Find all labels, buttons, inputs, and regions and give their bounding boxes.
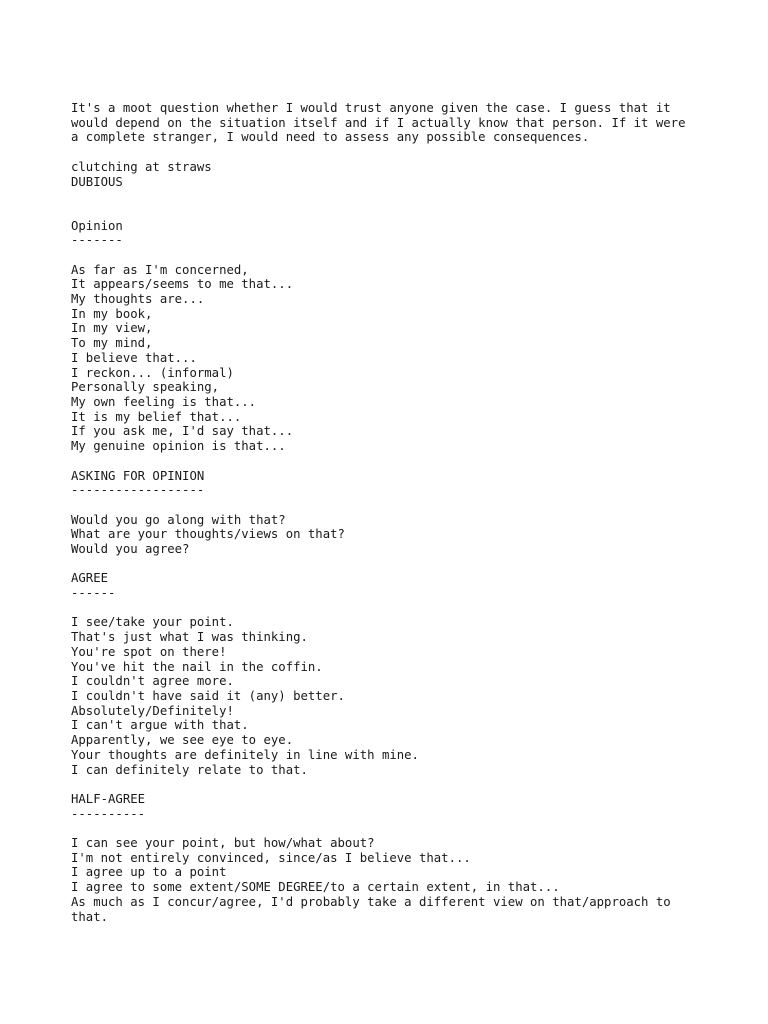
text-line: I reckon... (informal) bbox=[71, 365, 234, 380]
text-line: Your thoughts are definitely in line with mine. bbox=[71, 747, 419, 762]
text-line: My thoughts are... bbox=[71, 292, 205, 307]
text-line: I can't argue with that. bbox=[71, 718, 249, 733]
text-line: It's a moot question whether I would trust anyone given the case. I guess that it bbox=[71, 101, 671, 115]
blank-line bbox=[71, 557, 711, 572]
blank-line bbox=[71, 821, 711, 836]
text-line: I couldn't have said it (any) better. bbox=[71, 689, 345, 703]
text-line: I agree up to a point bbox=[71, 865, 227, 880]
text-line: To my mind, bbox=[71, 336, 153, 351]
blank-line bbox=[71, 145, 711, 160]
blank-line bbox=[71, 204, 711, 219]
text-line: Personally speaking, bbox=[71, 380, 220, 395]
text-line: As much as I concur/agree, I'd probably take a different view on that/approach to bbox=[71, 894, 671, 909]
text-line: ------------------ bbox=[71, 483, 205, 498]
text-line: would depend on the situation itself and if I actually know that person. If it were bbox=[71, 115, 686, 130]
blank-line bbox=[71, 454, 711, 469]
text-line: Apparently, we see eye to eye. bbox=[71, 733, 294, 748]
text-line: If you ask me, I'd say that... bbox=[71, 424, 294, 439]
text-line: Would you go along with that? bbox=[71, 512, 286, 527]
text-line: a complete stranger, I would need to assess any possible consequences. bbox=[71, 130, 590, 145]
text-line: In my book, bbox=[71, 306, 153, 321]
text-line: That's just what I was thinking. bbox=[71, 630, 308, 645]
text-line: that. bbox=[71, 909, 109, 924]
text-line: I can see your point, but how/what about? bbox=[71, 836, 375, 850]
text-line: You've hit the nail in the coffin. bbox=[71, 659, 323, 674]
text-line: I agree to some extent/SOME DEGREE/to a certain extent, in that... bbox=[71, 880, 560, 895]
document-page bbox=[71, 101, 711, 924]
text-line: My genuine opinion is that... bbox=[71, 439, 286, 454]
text-line: I can definitely relate to that. bbox=[71, 762, 308, 777]
text-line: ---------- bbox=[71, 806, 146, 821]
text-line: As far as I'm concerned, bbox=[71, 262, 249, 277]
blank-line bbox=[71, 189, 711, 204]
text-line: ASKING FOR OPINION bbox=[71, 468, 205, 483]
text-line: Absolutely/Definitely! bbox=[71, 703, 234, 718]
text-line: I believe that... bbox=[71, 350, 197, 365]
text-line: It appears/seems to me that... bbox=[71, 277, 294, 292]
text-line: AGREE bbox=[71, 571, 109, 586]
text-line: It is my belief that... bbox=[71, 409, 242, 424]
text-line: My own feeling is that... bbox=[71, 395, 257, 409]
text-line: In my view, bbox=[71, 321, 153, 336]
text-line: Would you agree? bbox=[71, 542, 190, 556]
text-line: DUBIOUS bbox=[71, 174, 123, 189]
text-line: ------ bbox=[71, 586, 116, 601]
blank-line bbox=[71, 498, 711, 513]
blank-line bbox=[71, 601, 711, 616]
text-line: I see/take your point. bbox=[71, 615, 234, 630]
text-line: I'm not entirely convinced, since/as I believe that... bbox=[71, 850, 471, 865]
text-line: Opinion bbox=[71, 218, 123, 233]
text-line: You're spot on there! bbox=[71, 644, 227, 659]
text-line: ------- bbox=[71, 233, 123, 248]
text-line: What are your thoughts/views on that? bbox=[71, 527, 345, 542]
text-line: HALF-AGREE bbox=[71, 791, 146, 806]
blank-line bbox=[71, 248, 711, 263]
blank-line bbox=[71, 777, 711, 792]
text-line: I couldn't agree more. bbox=[71, 674, 234, 689]
text-line: clutching at straws bbox=[71, 159, 212, 174]
